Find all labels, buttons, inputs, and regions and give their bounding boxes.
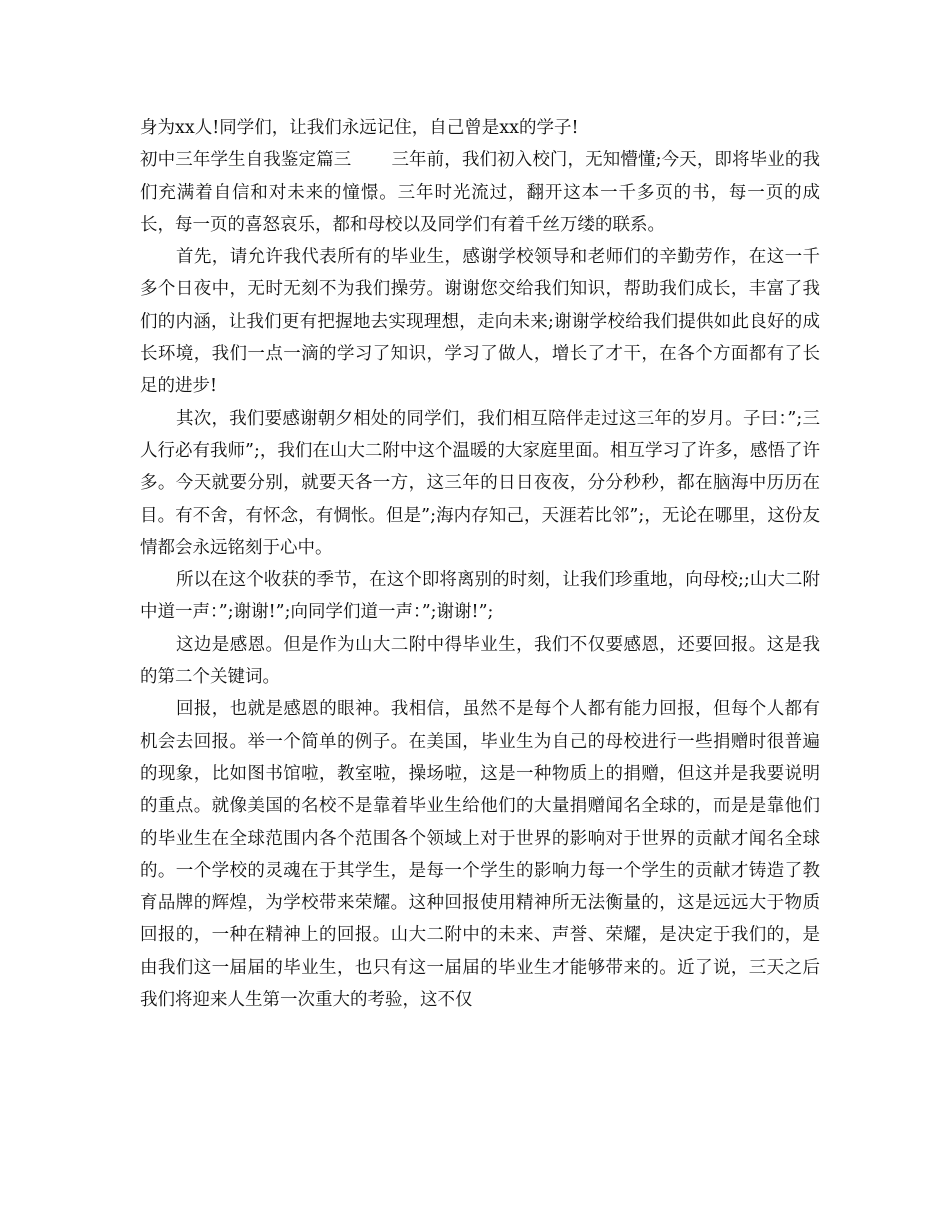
paragraph-intro-line: 身为xx人!同学们，让我们永远记住，自己曾是xx的学子! <box>140 118 579 138</box>
section-heading: 初中三年学生自我鉴定篇三 <box>140 150 352 171</box>
paragraph-section-three <box>140 144 820 241</box>
paragraph-farewell: 所以在这个收获的季节，在这个即将离别的时刻，让我们珍重地，向母校;;山大二附中道一声：”;谢谢!”;向同学们道一声：”;谢谢!”; <box>140 570 820 623</box>
paragraph-thanks-classmates: 其次，我们要感谢朝夕相处的同学们，我们相互陪伴走过这三年的岁月。子曰：”;三人行必有我师”;，我们在山大二附中这个温暖的大家庭里面。相互学习了许多，感悟了许多。今天就要分别，就要天各一方，这三年的日日夜夜，分分秒秒，都在脑海中历历在目。有不舍，有怀念，有惆怅。但是”;海内存知己，天涯若比邻”;，无论在哪里，这份友情都会永远铭刻于心中。 <box>140 408 820 558</box>
paragraph-thanks-teachers: 首先，请允许我代表所有的毕业生，感谢学校领导和老师们的辛勤劳作，在这一千多个日夜中，无时无刻不为我们操劳。谢谢您交给我们知识，帮助我们成长，丰富了我们的内涵，让我们更有把握地去实现理想，走向未来;谢谢学校给我们提供如此良好的成长环境，我们一点一滴的学习了知识，学习了做人，增长了才干，在各个方面都有了长足的进步! <box>140 247 820 397</box>
paragraph-gratitude: 这边是感恩。但是作为山大二附中得毕业生，我们不仅要感恩，还要回报。这是我的第二个关键词。 <box>140 634 820 688</box>
document-body <box>140 112 820 1016</box>
paragraph-repayment: 回报，也就是感恩的眼神。我相信，虽然不是每个人都有能力回报，但每个人都有机会去回报。举一个简单的例子。在美国，毕业生为自己的母校进行一些捐赠时很普遍的现象，比如图书馆啦，教室啦，操场啦，这是一种物质上的捐赠，但这并是我要说明的重点。就像美国的名校不是靠着毕业生给他们的大量捐赠闻名全球的，而是是靠他们的毕业生在全球范围内各个范围各个领域上对于世界的影响对于世界的贡献才闻名全球的。一个学校的灵魂在于其学生，是每一个学生的影响力每一个学生的贡献才铸造了教育品牌的辉煌，为学校带来荣耀。这种回报使用精神所无法衡量的，这是远远大于物质回报的，一种在精神上的回报。山大二附中的未来、声誉、荣耀，是决定于我们的，是由我们这一届届的毕业生，也只有这一届届的毕业生才能够带来的。近了说，三天之后我们将迎来人生第一次重大的考验，这不仅 <box>140 699 820 1011</box>
section-three-text: 三年前，我们初入校门，无知懵懂;今天，即将毕业的我们充满着自信和对未来的憧憬。三年时光流过，翻开这本一千多页的书，每一页的成长，每一页的喜怒哀乐，都和母校以及同学们有着千丝万缕的联系。 <box>140 150 820 235</box>
